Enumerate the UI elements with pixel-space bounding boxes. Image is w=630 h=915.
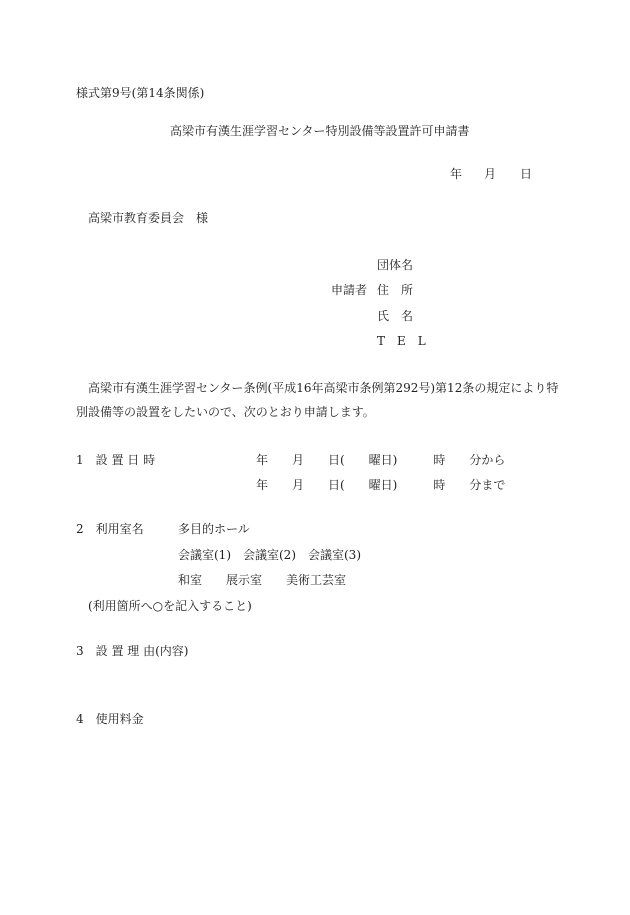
date-day: 日	[520, 167, 533, 181]
body-text-line1: 高梁市有漢生涯学習センター条例(平成16年高梁市条例第292号)第12条の規定により特	[88, 381, 559, 395]
section3-label: 3 設 置 理 由(内容)	[76, 644, 189, 658]
document-title: 高梁市有漢生涯学習センター特別設備等設置許可申請書	[170, 124, 470, 138]
applicant-label: 申請者	[331, 283, 368, 297]
addressee: 高梁市教育委員会 様	[88, 211, 209, 225]
applicant-tel: T E L	[377, 334, 426, 348]
section1-to: 年 月 日( 曜日) 時 分まで	[256, 478, 506, 492]
body-text-line2: 別設備等の設置をしたいので、次のとおり申請します。	[76, 405, 375, 419]
room-meeting-rooms: 会議室(1) 会議室(2) 会議室(3)	[178, 548, 361, 562]
form-number: 様式第9号(第14条関係)	[76, 86, 205, 100]
room-others: 和室 展示室 美術工芸室	[178, 573, 347, 587]
room-multipurpose-hall: 多目的ホール	[178, 522, 250, 536]
section4-label: 4 使用料金	[76, 712, 144, 726]
section1-label: 1 設 置 日 時	[76, 453, 156, 467]
section1-from: 年 月 日( 曜日) 時 分から	[256, 453, 506, 467]
applicant-address: 住 所	[377, 283, 414, 297]
section2-note: (利用箇所へ○を記入すること)	[88, 599, 252, 613]
applicant-group-name: 団体名	[377, 258, 414, 272]
date-month: 月	[484, 167, 497, 181]
section2-label: 2 利用室名	[76, 522, 144, 536]
applicant-name: 氏 名	[377, 309, 414, 323]
date-year: 年	[450, 167, 463, 181]
